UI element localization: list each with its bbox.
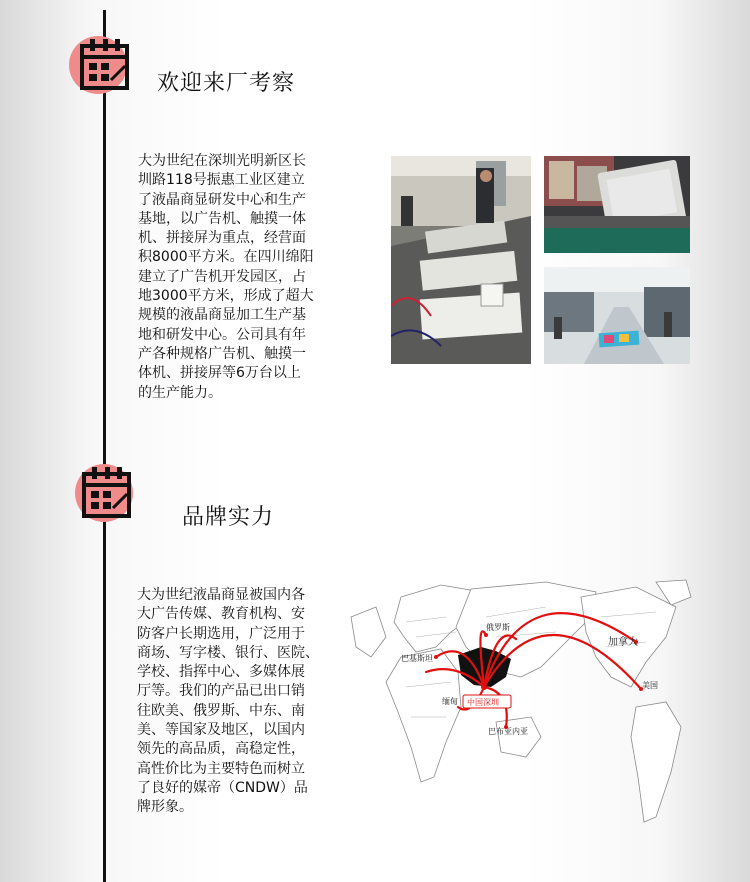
world-export-map [346,577,718,841]
map-label-papua: 巴布亚内亚 [488,727,528,736]
antarctica-fragment [351,607,386,657]
map-label-shenzhen: 中国深圳 [467,698,499,707]
factory-line-photo [391,156,531,364]
showroom-photo [544,267,690,364]
section1-title: 欢迎来厂考察 [157,71,296,96]
section2-paragraph: 大为世纪液晶商显被国内各 大广告传媒、教育机构、安 防客户长期选用，广泛用于 商场、写字楼、银行、医院、 学校、指挥中心、多媒体展 厅等。我们的产品已出口销 往欧美、俄罗斯、中东、南 美、等国家及地区，以国内 领先的高品质，高稳定性， 高性价比为主要特色而树立 了良好的媒帝（CNDW）品 牌形象。 [137,587,319,816]
section2-title: 品牌实力 [182,505,275,530]
map-label-usa: 美国 [642,681,658,690]
calendar-icon [69,30,135,96]
map-label-pakistan: 巴基斯坦 [401,654,433,663]
calendar-icon [69,456,135,522]
map-label-russia: 俄罗斯 [486,623,510,632]
monitor-assembly-photo [544,156,690,253]
section1-paragraph: 大为世纪在深圳光明新区长 圳路118号振惠工业区建立 了液晶商显研发中心和生产 基地，以广告机、触摸一体 机、拼接屏为重点，经营面 积8000平方米。在四川绵阳 建立了广告机开发园区，占 地3000平方米，形成了超大 规模的液晶商显加工生产基 地和研发中心。公司具有年 产各种规格广告机、触摸一 体机、拼接屏等6万台以上 的生产能力。 [138,153,314,401]
section2-calendar-badge [69,456,135,522]
section1-calendar-badge [69,30,135,96]
map-label-myanmar: 缅甸 [442,697,458,706]
map-label-canada: 加拿大 [608,637,638,648]
south-america-shape [631,702,681,822]
australia-shape [496,717,541,757]
